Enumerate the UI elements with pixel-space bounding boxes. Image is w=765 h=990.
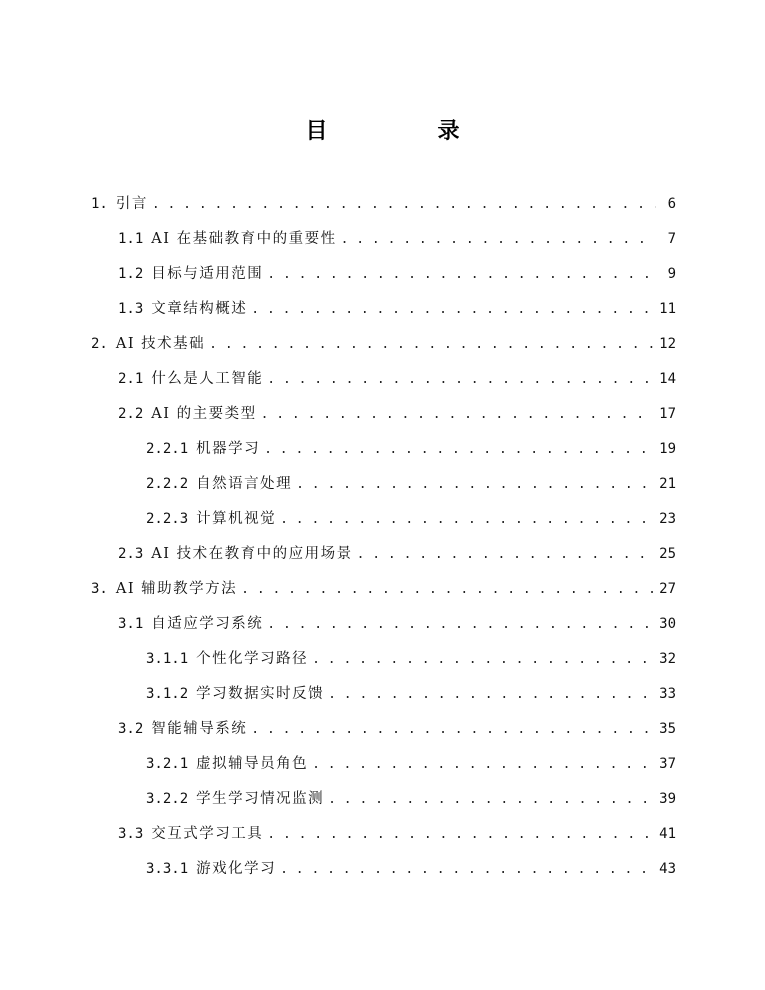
toc-leader-dots: [341, 228, 656, 252]
toc-leader-dots: [328, 788, 653, 812]
toc-entry-number: 2.2.3: [146, 511, 189, 527]
toc-entry-page: 37: [659, 756, 676, 772]
toc-leader-dots: [261, 403, 654, 427]
toc-entry-page: 32: [659, 651, 676, 667]
toc-entry[interactable]: [118, 297, 676, 321]
toc-entry-number: 2.1: [118, 371, 144, 387]
toc-leader-dots: [209, 333, 653, 357]
toc-entry-page: 23: [659, 511, 676, 527]
toc-entry-number: 2.2.1: [146, 441, 189, 457]
toc-entry-number: 3.2: [118, 721, 144, 737]
toc-leader-dots: [312, 648, 653, 672]
toc-entry-page: 6: [667, 196, 676, 212]
toc-leader-dots: [152, 193, 656, 217]
toc-entry[interactable]: [118, 542, 676, 566]
toc-entry-number: 1.: [91, 196, 108, 212]
toc-entry[interactable]: [118, 822, 676, 846]
toc-entry-number: 3.1: [118, 616, 144, 632]
toc-entry-label: AI 辅助教学方法: [115, 581, 238, 597]
toc-entry-label: 学生学习情况监测: [196, 791, 325, 807]
toc-leader-dots: [251, 298, 653, 322]
toc-entry[interactable]: [118, 402, 676, 426]
toc-leader-dots: [296, 473, 653, 497]
toc-leader-dots: [241, 578, 653, 602]
toc-leader-dots: [280, 508, 653, 532]
toc-entry-label: 个性化学习路径: [196, 651, 309, 667]
toc-entry[interactable]: [146, 857, 676, 881]
toc-entry-label: 自然语言处理: [196, 476, 293, 492]
toc-entry[interactable]: [146, 437, 676, 461]
toc-leader-dots: [267, 368, 653, 392]
toc-entry-label: 文章结构概述: [151, 301, 248, 317]
toc-entry[interactable]: [118, 612, 676, 636]
toc-entry[interactable]: [146, 647, 676, 671]
toc-entry-label: 虚拟辅导员角色: [196, 756, 309, 772]
toc-entry[interactable]: [146, 682, 676, 706]
toc-entry-label: 自适应学习系统: [151, 616, 264, 632]
toc-entry-number: 3.2.2: [146, 791, 189, 807]
toc-leader-dots: [357, 543, 654, 567]
toc-entry-label: AI 技术在教育中的应用场景: [151, 546, 353, 562]
toc-entry-number: 3.3: [118, 826, 144, 842]
toc-entry-label: 机器学习: [196, 441, 261, 457]
toc-entry-page: 7: [667, 231, 676, 247]
toc-entry[interactable]: [118, 262, 676, 286]
toc-entry[interactable]: [118, 367, 676, 391]
toc-entry-label: 游戏化学习: [196, 861, 277, 877]
toc-entry-number: 3.1.2: [146, 686, 189, 702]
toc-leader-dots: [267, 823, 653, 847]
toc-entry-page: 33: [659, 686, 676, 702]
toc-entry-page: 11: [659, 301, 676, 317]
toc-entry[interactable]: [91, 332, 676, 356]
toc-entry-number: 3.: [91, 581, 108, 597]
toc-entry-number: 3.2.1: [146, 756, 189, 772]
toc-entry[interactable]: [146, 752, 676, 776]
toc-leader-dots: [267, 263, 656, 287]
toc-entry[interactable]: [146, 787, 676, 811]
toc-entry-number: 3.1.1: [146, 651, 189, 667]
toc-entry-number: 1.3: [118, 301, 144, 317]
toc-entry[interactable]: [118, 717, 676, 741]
toc-entry-page: 41: [659, 826, 676, 842]
toc-entry[interactable]: [146, 507, 676, 531]
toc-leader-dots: [267, 613, 653, 637]
toc-entry-page: 25: [659, 546, 676, 562]
toc-leader-dots: [280, 858, 653, 882]
toc-entry[interactable]: [118, 227, 676, 251]
toc-entry-label: 计算机视觉: [196, 511, 277, 527]
toc-entry-page: 35: [659, 721, 676, 737]
toc-entry-number: 3.3.1: [146, 861, 189, 877]
toc-leader-dots: [251, 718, 653, 742]
toc-entry-label: 智能辅导系统: [151, 721, 248, 737]
toc-leader-dots: [312, 753, 653, 777]
toc-entry-page: 17: [659, 406, 676, 422]
toc-entry[interactable]: [91, 577, 676, 601]
toc-leader-dots: [328, 683, 653, 707]
toc-entry-page: 39: [659, 791, 676, 807]
toc-entry-label: AI 的主要类型: [151, 406, 257, 422]
toc-entry-page: 27: [659, 581, 676, 597]
toc-entry-page: 19: [659, 441, 676, 457]
toc-entry-page: 21: [659, 476, 676, 492]
toc-entry-label: AI 在基础教育中的重要性: [151, 231, 337, 247]
toc-entry-page: 30: [659, 616, 676, 632]
toc-entry-number: 2.3: [118, 546, 144, 562]
toc-entry-page: 9: [667, 266, 676, 282]
toc-entry-number: 2.: [91, 336, 108, 352]
toc-entry-label: 引言: [115, 196, 148, 212]
toc-entry-page: 14: [659, 371, 676, 387]
toc-entry-label: 学习数据实时反馈: [196, 686, 325, 702]
toc-entry-label: 什么是人工智能: [151, 371, 264, 387]
toc-entry-number: 2.2.2: [146, 476, 189, 492]
toc-entry-page: 12: [659, 336, 676, 352]
toc-entry[interactable]: [91, 192, 676, 216]
toc-entry[interactable]: [146, 472, 676, 496]
toc-entry-label: AI 技术基础: [115, 336, 206, 352]
page-title: 目 录: [305, 119, 504, 144]
toc-entry-number: 1.2: [118, 266, 144, 282]
toc-leader-dots: [264, 438, 653, 462]
toc-entry-number: 1.1: [118, 231, 144, 247]
toc-entry-number: 2.2: [118, 406, 144, 422]
toc-entry-label: 交互式学习工具: [151, 826, 264, 842]
toc-entry-label: 目标与适用范围: [151, 266, 264, 282]
toc-entry-page: 43: [659, 861, 676, 877]
